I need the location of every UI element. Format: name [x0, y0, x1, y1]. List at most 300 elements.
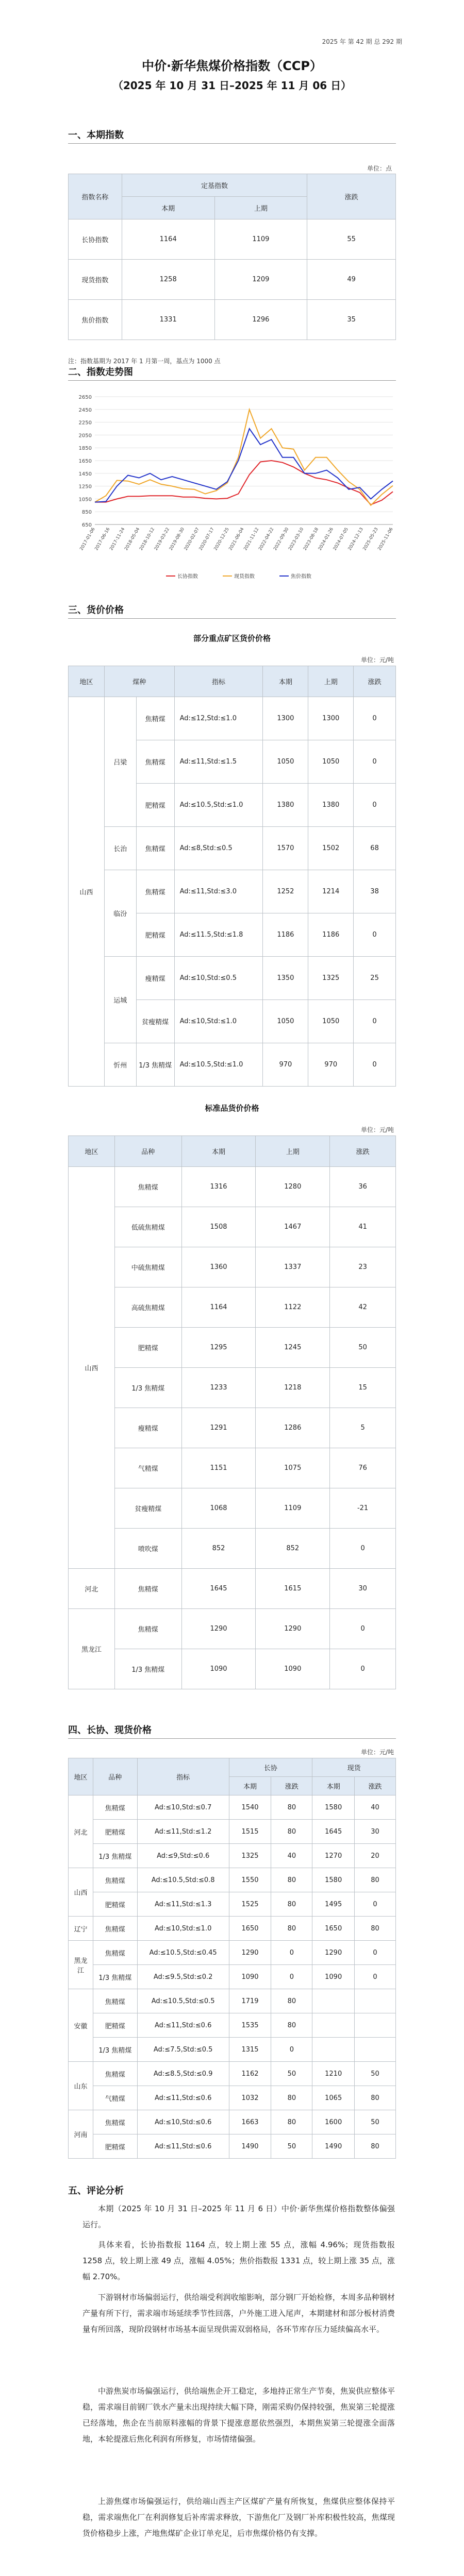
- col-header: 涨跌: [355, 1777, 396, 1795]
- x-tick-label: 2022-04-22: [258, 527, 275, 552]
- spot-change: 50: [355, 2110, 396, 2134]
- table-row: [69, 1609, 396, 1649]
- current-cell: 1570: [263, 827, 308, 870]
- table-row: [69, 1941, 396, 1965]
- coal-cell: 焦精煤: [136, 827, 174, 870]
- coal-cell: 瘦精煤: [136, 957, 174, 1000]
- x-tick-label: 2021-06-04: [228, 527, 245, 552]
- index-trend-chart: [68, 389, 396, 585]
- table-row: [69, 1917, 396, 1941]
- index-name: 长协指数: [69, 219, 122, 260]
- table-row: [69, 1649, 396, 1689]
- section-2-heading: 二、指数走势图: [68, 367, 133, 378]
- table-row: [69, 1448, 396, 1488]
- long-change: 80: [271, 2013, 312, 2038]
- previous-cell: 1337: [256, 1247, 330, 1287]
- long-change: 40: [271, 1844, 312, 1868]
- current-cell: 852: [181, 1529, 256, 1569]
- spot-current: 1580: [312, 1868, 355, 1892]
- table-row: [69, 1408, 396, 1448]
- table-row: [69, 1892, 396, 1917]
- index-name: 焦价指数: [69, 300, 122, 340]
- x-tick-label: 2023-03-10: [287, 527, 305, 552]
- previous-cell: 1109: [256, 1488, 330, 1529]
- col-header: 指标: [174, 666, 263, 697]
- coal-cell: 焦精煤: [93, 2062, 137, 2086]
- spec-cell: Ad:≤10.5,Std:≤1.0: [174, 1043, 263, 1087]
- standard-price-unit: 单位：元/吨: [361, 1126, 394, 1133]
- spec-cell: Ad:≤10.5,Std:≤0.5: [137, 1989, 229, 2013]
- spot-change: 0: [355, 1892, 396, 1917]
- coal-cell: 焦精煤: [114, 1167, 181, 1207]
- long-change: 80: [271, 2086, 312, 2110]
- long-current: 1515: [229, 1820, 271, 1844]
- col-header: 本期: [122, 197, 214, 219]
- region-cell: 河北: [69, 1569, 115, 1609]
- coal-cell: 中硫焦精煤: [114, 1247, 181, 1287]
- series-line: [95, 461, 393, 505]
- x-tick-label: 2020-12-25: [213, 527, 230, 552]
- long-change: 80: [271, 2110, 312, 2134]
- spec-cell: Ad:≤11,Std:≤0.6: [137, 2013, 229, 2038]
- section-1-heading: 一、本期指数: [68, 130, 124, 141]
- index-note: 注：指数基期为 2017 年 1 月第一周，基点为 1000 点: [68, 358, 221, 365]
- change-cell: 0: [330, 1609, 396, 1649]
- spec-cell: Ad:≤10,Std:≤0.5: [174, 957, 263, 1000]
- current-cell: 1233: [181, 1368, 256, 1408]
- table-row: [69, 957, 396, 1000]
- coal-cell: 低硫焦精煤: [114, 1207, 181, 1247]
- long-change: 50: [271, 2134, 312, 2159]
- index-change: 49: [307, 260, 396, 300]
- region-cell: 辽宁: [69, 1917, 93, 1941]
- coal-cell: 焦精煤: [93, 1989, 137, 2013]
- table-row: [69, 1328, 396, 1368]
- table-row: [69, 2013, 396, 2038]
- col-header: 涨跌: [271, 1777, 312, 1795]
- index-unit: 单位：点: [367, 165, 392, 172]
- change-cell: 68: [354, 827, 396, 870]
- long-current: 1535: [229, 2013, 271, 2038]
- change-cell: 36: [330, 1167, 396, 1207]
- long-current: 1032: [229, 2086, 271, 2110]
- spot-change: 80: [355, 1917, 396, 1941]
- index-current: 1164: [122, 219, 214, 260]
- spot-current: 1650: [312, 1917, 355, 1941]
- y-tick-label: 850: [81, 510, 92, 516]
- y-tick-label: 2250: [78, 420, 92, 426]
- x-tick-label: 2019-08-30: [168, 527, 186, 552]
- spot-current: 1210: [312, 2062, 355, 2086]
- coal-cell: 气精煤: [93, 2086, 137, 2110]
- region-cell: 河北: [69, 1795, 93, 1868]
- section-5-heading: 五、评论分析: [68, 2185, 124, 2196]
- current-cell: 1050: [263, 1000, 308, 1043]
- table-row: [69, 2038, 396, 2062]
- spec-cell: Ad:≤10,Std:≤0.7: [137, 1795, 229, 1820]
- coal-cell: 气精煤: [114, 1448, 181, 1488]
- previous-cell: 1122: [256, 1287, 330, 1328]
- area-cell: 临汾: [104, 870, 136, 957]
- previous-cell: 1186: [308, 913, 354, 957]
- coal-cell: 肥精煤: [93, 2013, 137, 2038]
- change-cell: 0: [354, 740, 396, 784]
- region-cell: 山东: [69, 2062, 93, 2110]
- change-cell: 0: [330, 1529, 396, 1569]
- table-row: [69, 2134, 396, 2159]
- area-cell: 吕梁: [104, 697, 136, 827]
- current-cell: 1350: [263, 957, 308, 1000]
- spot-change: 40: [355, 1795, 396, 1820]
- table-row: [69, 1207, 396, 1247]
- region-cell: 山西: [69, 1167, 115, 1569]
- table-row: [69, 1844, 396, 1868]
- previous-cell: 1050: [308, 740, 354, 784]
- spot-current: 1490: [312, 2134, 355, 2159]
- series-line: [95, 429, 393, 502]
- report-period: （2025 年 10 月 31 日–2025 年 11 月 06 日）: [112, 79, 352, 92]
- x-tick-label: 2018-05-04: [123, 527, 141, 552]
- section-divider: [68, 143, 396, 144]
- coal-cell: 焦精煤: [114, 1569, 181, 1609]
- index-change: 55: [307, 219, 396, 260]
- long-current: 1663: [229, 2110, 271, 2134]
- spot-current: [312, 2038, 355, 2062]
- long-current: 1325: [229, 1844, 271, 1868]
- long-current: 1490: [229, 2134, 271, 2159]
- section-3-heading: 三、货价价格: [68, 605, 124, 616]
- long-current: 1090: [229, 1965, 271, 1989]
- change-cell: 76: [330, 1448, 396, 1488]
- spot-change: [355, 1989, 396, 2013]
- long-current: 1650: [229, 1917, 271, 1941]
- y-tick-label: 1250: [78, 484, 92, 490]
- col-header: 定基指数: [122, 174, 307, 197]
- col-header: 涨跌: [330, 1136, 396, 1167]
- table-row: [69, 1569, 396, 1609]
- col-header: 上期: [214, 197, 307, 219]
- previous-cell: 1050: [308, 1000, 354, 1043]
- coal-cell: 焦精煤: [114, 1609, 181, 1649]
- col-header: 地区: [69, 666, 105, 697]
- col-header: 本期: [229, 1777, 271, 1795]
- previous-cell: 1218: [256, 1368, 330, 1408]
- spec-cell: Ad:≤7.5,Std:≤0.5: [137, 2038, 229, 2062]
- change-cell: 50: [330, 1328, 396, 1368]
- legend-label: 焦价指数: [291, 574, 311, 580]
- change-cell: 0: [354, 784, 396, 827]
- index-previous: 1109: [214, 219, 307, 260]
- coal-cell: 肥精煤: [136, 784, 174, 827]
- x-tick-label: 2018-10-12: [138, 527, 156, 552]
- coal-cell: 肥精煤: [93, 1892, 137, 1917]
- col-header: 上期: [256, 1136, 330, 1167]
- spec-cell: Ad:≤10,Std:≤1.0: [137, 1917, 229, 1941]
- spot-change: 0: [355, 1965, 396, 1989]
- current-cell: 1252: [263, 870, 308, 913]
- standard-price-caption: 标准品货价价格: [205, 1104, 259, 1113]
- x-tick-label: 2020-07-17: [198, 527, 216, 552]
- spec-cell: Ad:≤8,Std:≤0.5: [174, 827, 263, 870]
- col-header: 上期: [308, 666, 354, 697]
- table-row: [69, 1795, 396, 1820]
- previous-cell: 1325: [308, 957, 354, 1000]
- report-title: 中价·新华焦煤价格指数（CCP）: [142, 59, 322, 73]
- previous-cell: 1467: [256, 1207, 330, 1247]
- spec-cell: Ad:≤9,Std:≤0.6: [137, 1844, 229, 1868]
- col-header: 本期: [312, 1777, 355, 1795]
- change-cell: 0: [354, 913, 396, 957]
- current-cell: 1186: [263, 913, 308, 957]
- x-tick-label: 2025-05-23: [362, 527, 379, 552]
- coal-cell: 贫瘦精煤: [114, 1488, 181, 1529]
- previous-cell: 852: [256, 1529, 330, 1569]
- change-cell: 0: [354, 1000, 396, 1043]
- col-header: 本期: [181, 1136, 256, 1167]
- table-row: [69, 697, 396, 740]
- change-cell: 41: [330, 1207, 396, 1247]
- col-header: 指标: [137, 1758, 229, 1795]
- col-header: 本期: [263, 666, 308, 697]
- long-change: 0: [271, 1965, 312, 1989]
- y-tick-label: 2450: [78, 407, 92, 413]
- y-tick-label: 2650: [78, 395, 92, 400]
- issue-number: 2025 年 第 42 期 总 292 期: [322, 38, 402, 45]
- previous-cell: 1615: [256, 1569, 330, 1609]
- table-row: [69, 870, 396, 913]
- current-cell: 1300: [263, 697, 308, 740]
- coal-cell: 1/3 焦精煤: [93, 2038, 137, 2062]
- current-cell: 1316: [181, 1167, 256, 1207]
- region-cell: 黑龙江: [69, 1609, 115, 1689]
- table-row: [69, 1965, 396, 1989]
- change-cell: 0: [330, 1649, 396, 1689]
- long-current: 1315: [229, 2038, 271, 2062]
- previous-cell: 1380: [308, 784, 354, 827]
- mine-price-caption: 部分重点矿区货价价格: [193, 634, 271, 643]
- long-change: 0: [271, 2038, 312, 2062]
- x-tick-label: 2020-02-07: [183, 527, 201, 552]
- long-current: 1525: [229, 1892, 271, 1917]
- table-row: [69, 1287, 396, 1328]
- long-change: 0: [271, 1941, 312, 1965]
- spot-current: 1645: [312, 1820, 355, 1844]
- previous-cell: 1245: [256, 1328, 330, 1368]
- long-current: 1540: [229, 1795, 271, 1820]
- long-current: 1719: [229, 1989, 271, 2013]
- change-cell: 30: [330, 1569, 396, 1609]
- coal-cell: 肥精煤: [114, 1328, 181, 1368]
- previous-cell: 1280: [256, 1167, 330, 1207]
- area-cell: 运城: [104, 957, 136, 1043]
- current-cell: 1380: [263, 784, 308, 827]
- spec-cell: Ad:≤10,Std:≤0.6: [137, 2110, 229, 2134]
- analysis-paragraph: 上游焦煤市场偏强运行，供给端山西主产区煤矿产量有所恢复，焦煤供应整体保持平稳，需求端焦化厂在利润修复后补库需求释放，下游焦化厂及钢厂补库积极性较高，焦煤现货价格稳步上涨，产地焦煤矿企业订单充足，后市焦煤价格仍有支撑。: [82, 2497, 395, 2538]
- spec-cell: Ad:≤10.5,Std:≤1.0: [174, 784, 263, 827]
- table-row: [69, 1368, 396, 1408]
- spec-cell: Ad:≤11,Std:≤0.6: [137, 2086, 229, 2110]
- current-cell: 1151: [181, 1448, 256, 1488]
- current-cell: 1508: [181, 1207, 256, 1247]
- region-cell: 河南: [69, 2110, 93, 2159]
- index-change: 35: [307, 300, 396, 340]
- x-tick-label: 2021-11-12: [243, 527, 260, 552]
- current-cell: 1291: [181, 1408, 256, 1448]
- current-cell: 1090: [181, 1649, 256, 1689]
- spot-change: 0: [355, 1941, 396, 1965]
- x-tick-label: 2017-01-06: [79, 527, 96, 552]
- table-row: [69, 1529, 396, 1569]
- previous-cell: 1075: [256, 1448, 330, 1488]
- previous-cell: 1290: [256, 1609, 330, 1649]
- coal-cell: 焦精煤: [93, 2110, 137, 2134]
- coal-cell: 焦精煤: [93, 1917, 137, 1941]
- coal-cell: 肥精煤: [93, 1820, 137, 1844]
- area-cell: 忻州: [104, 1043, 136, 1087]
- previous-cell: 1286: [256, 1408, 330, 1448]
- change-cell: 0: [354, 697, 396, 740]
- region-cell: 山西: [69, 1868, 93, 1917]
- table-row: [69, 1989, 396, 2013]
- contract-spot-table: [68, 1758, 396, 2159]
- long-change: 80: [271, 1989, 312, 2013]
- spec-cell: Ad:≤11.5,Std:≤1.8: [174, 913, 263, 957]
- change-cell: -21: [330, 1488, 396, 1529]
- current-cell: 1068: [181, 1488, 256, 1529]
- series-line: [95, 410, 393, 505]
- y-tick-label: 1450: [78, 471, 92, 477]
- index-current: 1331: [122, 300, 214, 340]
- current-cell: 1050: [263, 740, 308, 784]
- x-tick-label: 2024-01-26: [317, 527, 335, 552]
- current-cell: 1290: [181, 1609, 256, 1649]
- spot-current: [312, 1989, 355, 2013]
- spot-change: 80: [355, 2086, 396, 2110]
- long-change: 80: [271, 1917, 312, 1941]
- coal-cell: 肥精煤: [136, 913, 174, 957]
- col-header: 品种: [93, 1758, 137, 1795]
- col-header: 地区: [69, 1758, 93, 1795]
- contract-price-unit: 单位：元/吨: [361, 1749, 394, 1756]
- current-cell: 970: [263, 1043, 308, 1087]
- coal-cell: 焦精煤: [93, 1795, 137, 1820]
- spot-change: 80: [355, 1868, 396, 1892]
- table-row: [69, 2062, 396, 2086]
- analysis-paragraph: 本期（2025 年 10 月 31 日–2025 年 11 月 6 日）中价·新华焦煤价格指数整体偏强运行。: [82, 2204, 395, 2229]
- coal-cell: 贫瘦精煤: [136, 1000, 174, 1043]
- previous-cell: 1300: [308, 697, 354, 740]
- section-divider: [68, 618, 396, 619]
- table-row: [69, 827, 396, 870]
- change-cell: 25: [354, 957, 396, 1000]
- current-cell: 1295: [181, 1328, 256, 1368]
- table-row: [69, 1247, 396, 1287]
- col-header: 煤种: [104, 666, 174, 697]
- coal-cell: 焦精煤: [136, 697, 174, 740]
- current-cell: 1645: [181, 1569, 256, 1609]
- long-change: 80: [271, 1892, 312, 1917]
- col-header: 地区: [69, 1136, 115, 1167]
- section-divider: [68, 1738, 396, 1739]
- legend-label: 长协指数: [177, 574, 198, 580]
- y-tick-label: 1650: [78, 459, 92, 464]
- spec-cell: Ad:≤11,Std:≤1.2: [137, 1820, 229, 1844]
- spec-cell: Ad:≤10.5,Std:≤0.8: [137, 1868, 229, 1892]
- index-current: 1258: [122, 260, 214, 300]
- change-cell: 42: [330, 1287, 396, 1328]
- previous-cell: 970: [308, 1043, 354, 1087]
- spec-cell: Ad:≤10,Std:≤1.0: [174, 1000, 263, 1043]
- change-cell: 15: [330, 1368, 396, 1408]
- coal-cell: 1/3 焦精煤: [114, 1649, 181, 1689]
- current-cell: 1360: [181, 1247, 256, 1287]
- x-tick-label: 2022-09-30: [272, 527, 290, 552]
- long-change: 80: [271, 1820, 312, 1844]
- spot-change: 20: [355, 1844, 396, 1868]
- index-table: [68, 174, 396, 340]
- spec-cell: Ad:≤10.5,Std:≤0.45: [137, 1941, 229, 1965]
- index-name: 现货指数: [69, 260, 122, 300]
- analysis-paragraph: 具体来看，长协指数报 1164 点，较上期上涨 55 点，涨幅 4.96%；现货指数报 1258 点，较上期上涨 49 点，涨幅 4.05%；焦价指数报 1331 点，较上期上涨 35 点，涨幅 2.70%。: [82, 2240, 395, 2281]
- y-tick-label: 2050: [78, 433, 92, 439]
- spot-current: [312, 2013, 355, 2038]
- table-row: [69, 1167, 396, 1207]
- section-4-heading: 四、长协、现货价格: [68, 1725, 152, 1736]
- col-header: 指数名称: [69, 174, 122, 219]
- spot-change: [355, 2038, 396, 2062]
- col-header: 长协: [229, 1758, 312, 1777]
- col-header: 品种: [114, 1136, 181, 1167]
- y-tick-label: 650: [81, 522, 92, 528]
- change-cell: 38: [354, 870, 396, 913]
- index-previous: 1209: [214, 260, 307, 300]
- spec-cell: Ad:≤12,Std:≤1.0: [174, 697, 263, 740]
- spot-current: 1580: [312, 1795, 355, 1820]
- spec-cell: Ad:≤8.5,Std:≤0.9: [137, 2062, 229, 2086]
- analysis-paragraph: 下游钢材市场偏弱运行，供给端受利润收缩影响，部分钢厂开始检修，本周多品种钢材产量有所下行，需求端市场延续季节性回落，户外施工进入尾声，本期建材和部分板材消费量有所回落，现阶段钢材市场基本面呈现供需双弱格局，各环节库存压力延续偏高水平。: [82, 2293, 395, 2334]
- index-previous: 1296: [214, 300, 307, 340]
- section-divider: [68, 380, 396, 381]
- coal-cell: 焦精煤: [93, 1868, 137, 1892]
- coal-cell: 焦精煤: [136, 870, 174, 913]
- area-cell: 长治: [104, 827, 136, 870]
- legend-label: 现货指数: [234, 574, 255, 580]
- x-tick-label: 2024-07-05: [332, 527, 350, 552]
- spec-cell: Ad:≤11,Std:≤3.0: [174, 870, 263, 913]
- coal-cell: 喷吹煤: [114, 1529, 181, 1569]
- spot-current: 1495: [312, 1892, 355, 1917]
- col-header: 现货: [312, 1758, 396, 1777]
- y-tick-label: 1850: [78, 446, 92, 452]
- y-tick-label: 1050: [78, 497, 92, 503]
- coal-cell: 1/3 焦精煤: [93, 1965, 137, 1989]
- table-row: [69, 2086, 396, 2110]
- spec-cell: Ad:≤11,Std:≤1.3: [137, 1892, 229, 1917]
- x-tick-label: 2017-11-24: [109, 527, 126, 552]
- spec-cell: Ad:≤11,Std:≤0.6: [137, 2134, 229, 2159]
- col-header: 涨跌: [354, 666, 396, 697]
- long-change: 80: [271, 1868, 312, 1892]
- spot-current: 1290: [312, 1941, 355, 1965]
- change-cell: 5: [330, 1408, 396, 1448]
- standard-price-table: [68, 1136, 396, 1689]
- change-cell: 23: [330, 1247, 396, 1287]
- coal-cell: 肥精煤: [93, 2134, 137, 2159]
- table-row: [69, 1868, 396, 1892]
- table-row: [69, 2110, 396, 2134]
- spot-change: 30: [355, 1820, 396, 1844]
- table-row: [69, 1043, 396, 1087]
